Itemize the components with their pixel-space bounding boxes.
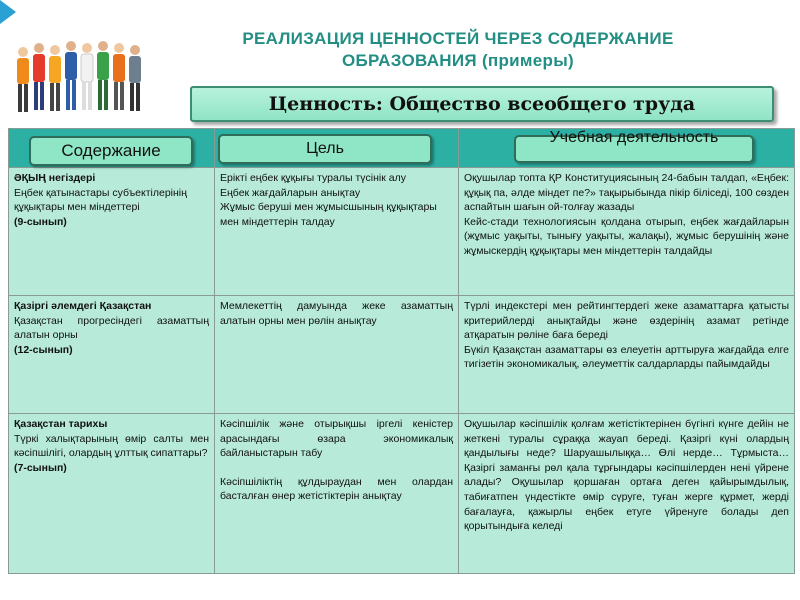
activity-text: Түрлі индекстері мен рейтингтердегі жеке азаматтарға қатысты критерийлерді анықтайды және өздерінің азамат ретінде атқаратын рөліне баға береді	[464, 300, 789, 342]
goal-text: Кәсіпшіліктің құлдыраудан мен олардан басталған өнер жетістіктерін анықтау	[220, 475, 453, 503]
topic-title: ӘҚЫҢ негіздері	[14, 172, 96, 184]
goal-text: Жұмыс беруші мен жұмысшының құқықтары мен міндеттерін талдау	[220, 201, 437, 228]
content-table	[8, 128, 795, 574]
page-title-line-2: ОБРАЗОВАНИЯ (примеры)	[341, 51, 574, 70]
topic-description: Қазақстан прогресіндегі азаматтың алатын орны	[14, 314, 209, 342]
activity-text: Кейс-стади технологиясын қолдана отырып, еңбек жағдайларын (жұмыс уақыты, тынығу уақыты, жалақы), жұмыс берушінің және жұмыскердің құқықтары мен міндеттерін талдайды	[464, 215, 789, 257]
topic-description: Еңбек қатынастары субъектілерінің құқықтары мен міндеттері	[14, 186, 187, 214]
activity-cell	[459, 296, 795, 414]
content-cell	[9, 168, 215, 296]
header-activity-label: Учебная деятельность	[549, 129, 719, 146]
header-cell-activity	[459, 129, 795, 168]
table-row	[9, 414, 795, 574]
header-cell-goal	[215, 129, 459, 168]
value-banner: Ценность: Общество всеобщего труда	[190, 86, 774, 122]
slide-chevron-icon	[0, 0, 16, 24]
header-content-label: Содержание	[29, 136, 193, 166]
goal-cell	[215, 168, 459, 296]
activity-text: Оқушылар кәсіпшілік қолғам жетістіктерінен бүгінгі күнге дейін не жеткені туралы сұраққа жауап береді. Қазіргі күні олардың қандылығы неде? Шаруашылыққа… Өлі нерде… Тұрмыста… Қазіргі заманғы рөл қала тұрғындары кәсіпшілерден нені үйрене алады? Оқушылар қоршаған ортаға деген қайырымдылық, табиғатпен үндестікте өмір сүруге, туған жерге құрмет, жерді бағалауға, қажырлы еңбек етуге үйренуге болады деп қорытындыға келеді	[464, 418, 789, 533]
goal-text: Мемлекеттің дамуында жеке азаматтың алатын орны мен рөлін анықтау	[220, 300, 453, 327]
spacer	[220, 461, 453, 475]
topic-title: Қазіргі әлемдегі Қазақстан	[14, 300, 152, 312]
table-row	[9, 296, 795, 414]
topic-description: Түркі халықтарының өмір салты мен кәсіпшілігі, олардың ұлттық сипаттары?	[14, 432, 209, 460]
goal-cell	[215, 414, 459, 574]
goal-text: Еңбек жағдайларын анықтау	[220, 186, 361, 199]
header-activity-pill	[514, 129, 754, 163]
workers-illustration	[8, 36, 160, 116]
goal-cell	[215, 296, 459, 414]
grade-label: (7-сынып)	[14, 461, 67, 474]
activity-text: Оқушылар топта ҚР Конституциясының 24-бабын талдап, «Еңбек: құқық па, әлде міндет пе?» тақырыбында пікір білiседі, 100 сөзден аспайтын шағын ой-толғау жазады	[464, 172, 789, 214]
goal-text: Еріктi еңбек құқығы туралы түсінік алу	[220, 172, 406, 184]
header-cell-content	[9, 129, 215, 168]
grade-label: (12-сынып)	[14, 343, 73, 356]
activity-cell	[459, 168, 795, 296]
grade-label: (9-сынып)	[14, 215, 67, 228]
activity-text: Бүкіл Қазақстан азаматтары өз елеуетін арттыруға жағдайда елге тигізетін экономикалық, әлеуметтік салдарларды пайымдайды	[464, 343, 789, 371]
content-cell	[9, 296, 215, 414]
table-header-row	[9, 129, 795, 168]
worker-figures	[17, 41, 141, 112]
content-cell	[9, 414, 215, 574]
table-row	[9, 168, 795, 296]
activity-cell	[459, 414, 795, 574]
topic-title: Қазақстан тарихы	[14, 418, 108, 430]
page-title-line-1: РЕАЛИЗАЦИЯ ЦЕННОСТЕЙ ЧЕРЕЗ СОДЕРЖАНИЕ	[242, 29, 674, 48]
page-title	[178, 28, 738, 72]
goal-text: Кәсіпшілік және отырықшы іргелi кеністер арасындағы өзара экономикалық байланыстарын табу	[220, 418, 453, 460]
header-goal-label: Цель	[218, 134, 432, 164]
